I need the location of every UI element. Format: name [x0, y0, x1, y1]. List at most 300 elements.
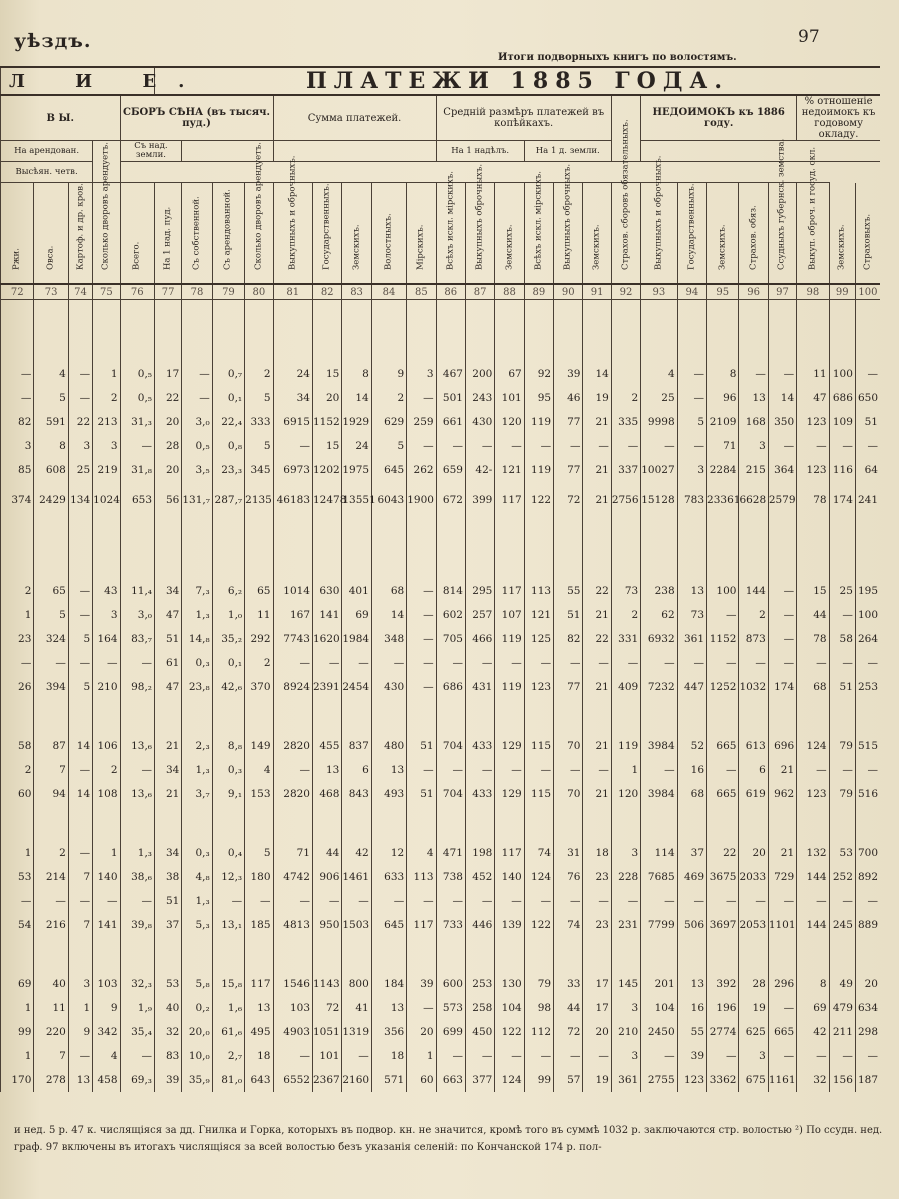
- table-cell: 119: [495, 675, 524, 699]
- table-cell: —: [524, 758, 553, 782]
- column-number: 78: [182, 284, 212, 300]
- table-cell: 469: [677, 865, 706, 889]
- column-number: 81: [273, 284, 313, 300]
- table-cell: 3: [611, 841, 640, 865]
- table-cell: 39: [407, 972, 436, 996]
- table-cell: 2391: [313, 675, 342, 699]
- table-cell: 19: [739, 996, 768, 1020]
- table-cell: [245, 517, 273, 579]
- table-cell: [611, 362, 640, 386]
- table-cell: 704: [436, 782, 465, 806]
- table-cell: 79: [829, 782, 855, 806]
- table-cell: 5: [34, 386, 68, 410]
- table-cell: —: [436, 1044, 465, 1068]
- table-cell: 5: [245, 386, 273, 410]
- table-cell: 446: [465, 913, 494, 937]
- table-cell: 18: [371, 1044, 406, 1068]
- table-cell: 108: [93, 782, 120, 806]
- table-cell: 13: [739, 386, 768, 410]
- table-cell: 53: [829, 841, 855, 865]
- table-cell: [342, 806, 371, 841]
- table-cell: 113: [524, 579, 553, 603]
- table-cell: 140: [93, 865, 120, 889]
- table-cell: 72: [554, 1020, 583, 1044]
- table-cell: [93, 699, 120, 734]
- table-cell: 645: [371, 913, 406, 937]
- table-cell: —: [1, 651, 34, 675]
- table-cell: 99: [524, 1068, 553, 1092]
- table-cell: 6043: [371, 482, 406, 517]
- payments-title: ПЛАТЕЖИ 1885 ГОДА.: [155, 67, 881, 95]
- table-cell: 14: [583, 362, 611, 386]
- table-cell: 0,₄: [212, 841, 244, 865]
- table-cell: 2774: [707, 1020, 739, 1044]
- table-cell: —: [407, 758, 436, 782]
- table-cell: —: [768, 1044, 796, 1068]
- table-cell: 5: [677, 410, 706, 434]
- table-cell: —: [342, 889, 371, 913]
- table-cell: 4,₈: [182, 865, 212, 889]
- col-head: Сколько дворовъ арендуетъ.: [93, 183, 120, 285]
- table-cell: [34, 806, 68, 841]
- table-cell: 3,₀: [182, 410, 212, 434]
- table-cell: 215: [739, 458, 768, 482]
- table-cell: [313, 806, 342, 841]
- table-cell: 73: [611, 579, 640, 603]
- table-cell: —: [583, 1044, 611, 1068]
- table-cell: 9,₁: [212, 782, 244, 806]
- table-row: [1, 758, 881, 782]
- table-cell: [273, 517, 313, 579]
- table-cell: 22,₄: [212, 410, 244, 434]
- table-cell: 71: [273, 841, 313, 865]
- table-cell: 814: [436, 579, 465, 603]
- table-cell: 144: [739, 579, 768, 603]
- table-cell: 3: [677, 458, 706, 482]
- table-cell: —: [342, 1044, 371, 1068]
- table-cell: 7: [34, 758, 68, 782]
- table-cell: [313, 300, 342, 363]
- table-cell: [707, 699, 739, 734]
- table-cell: 121: [524, 603, 553, 627]
- table-cell: —: [182, 362, 212, 386]
- table-cell: —: [677, 889, 706, 913]
- table-cell: 5,₃: [182, 913, 212, 937]
- table-cell: 51: [155, 627, 182, 651]
- table-cell: 69,₃: [120, 1068, 154, 1092]
- table-row: [1, 841, 881, 865]
- table-cell: 34: [155, 579, 182, 603]
- table-cell: 49: [829, 972, 855, 996]
- col-head: На 1 над. пуд.: [155, 183, 182, 285]
- table-cell: 7799: [641, 913, 677, 937]
- table-cell: 11: [245, 603, 273, 627]
- table-cell: 1319: [342, 1020, 371, 1044]
- table-cell: 337: [611, 458, 640, 482]
- table-cell: [829, 517, 855, 579]
- table-cell: [371, 699, 406, 734]
- table-cell: 51: [855, 410, 880, 434]
- table-cell: 115: [524, 734, 553, 758]
- table-cell: 613: [739, 734, 768, 758]
- table-cell: —: [829, 889, 855, 913]
- table-cell: —: [465, 758, 494, 782]
- table-cell: 21: [155, 782, 182, 806]
- table-cell: —: [313, 651, 342, 675]
- table-cell: 2284: [707, 458, 739, 482]
- table-cell: 20,₀: [182, 1020, 212, 1044]
- table-cell: 13551: [342, 482, 371, 517]
- table-cell: [407, 300, 436, 363]
- table-cell: —: [436, 889, 465, 913]
- table-cell: 83,₇: [120, 627, 154, 651]
- table-row: [1, 782, 881, 806]
- table-cell: 21: [583, 782, 611, 806]
- table-cell: 71: [707, 434, 739, 458]
- table-cell: 1152: [707, 627, 739, 651]
- table-cell: 100: [829, 362, 855, 386]
- table-cell: 124: [524, 865, 553, 889]
- table-cell: [120, 517, 154, 579]
- table-cell: 114: [641, 841, 677, 865]
- col-head: Земскихъ.: [495, 183, 524, 285]
- table-cell: 950: [313, 913, 342, 937]
- table-cell: [212, 517, 244, 579]
- table-cell: 47: [155, 603, 182, 627]
- table-cell: [93, 517, 120, 579]
- table-cell: 78: [797, 627, 829, 651]
- table-cell: —: [611, 651, 640, 675]
- table-cell: 167: [273, 603, 313, 627]
- table-cell: 3697: [707, 913, 739, 937]
- table-cell: [120, 806, 154, 841]
- table-cell: 2367: [313, 1068, 342, 1092]
- table-cell: 5,₈: [182, 972, 212, 996]
- table-cell: [641, 806, 677, 841]
- table-cell: 1984: [342, 627, 371, 651]
- table-cell: 2450: [641, 1020, 677, 1044]
- table-cell: —: [611, 434, 640, 458]
- table-cell: 324: [34, 627, 68, 651]
- table-cell: —: [313, 889, 342, 913]
- table-cell: 73: [677, 603, 706, 627]
- column-number: 82: [313, 284, 342, 300]
- table-cell: 409: [611, 675, 640, 699]
- table-cell: [739, 937, 768, 972]
- table-cell: 471: [436, 841, 465, 865]
- table-cell: 4: [407, 841, 436, 865]
- table-cell: 467: [436, 362, 465, 386]
- table-cell: 117: [495, 579, 524, 603]
- table-cell: 659: [436, 458, 465, 482]
- table-cell: [68, 806, 92, 841]
- table-cell: —: [1, 889, 34, 913]
- table-cell: 1: [1, 1044, 34, 1068]
- col-head: Всего.: [120, 183, 154, 285]
- table-cell: 7: [34, 1044, 68, 1068]
- sub-per-allot: На 1 надѣлъ.: [436, 141, 524, 162]
- table-cell: —: [707, 603, 739, 627]
- table-cell: 47: [155, 675, 182, 699]
- table-cell: 13: [677, 579, 706, 603]
- table-cell: 61,₆: [212, 1020, 244, 1044]
- table-cell: 345: [245, 458, 273, 482]
- table-cell: [1, 937, 34, 972]
- table-cell: 213: [93, 410, 120, 434]
- table-cell: 51: [407, 782, 436, 806]
- table-row: [1, 913, 881, 937]
- table-cell: 4903: [273, 1020, 313, 1044]
- table-cell: [524, 699, 553, 734]
- table-cell: [641, 699, 677, 734]
- column-number: 73: [34, 284, 68, 300]
- table-cell: 1: [611, 758, 640, 782]
- table-cell: 60: [1, 782, 34, 806]
- table-cell: 468: [313, 782, 342, 806]
- table-cell: 6: [342, 758, 371, 782]
- table-cell: 1,₃: [120, 841, 154, 865]
- table-cell: [212, 300, 244, 363]
- table-cell: 123: [677, 1068, 706, 1092]
- table-cell: —: [68, 651, 92, 675]
- table-cell: 431: [465, 675, 494, 699]
- table-cell: 479: [829, 996, 855, 1020]
- col-head: Овса.: [34, 183, 68, 285]
- table-cell: [1, 300, 34, 363]
- table-cell: 516: [855, 782, 880, 806]
- table-cell: 480: [371, 734, 406, 758]
- table-cell: —: [797, 434, 829, 458]
- table-cell: 13,₁: [212, 913, 244, 937]
- table-cell: 650: [855, 386, 880, 410]
- table-cell: [797, 300, 829, 363]
- table-cell: 262: [407, 458, 436, 482]
- table-cell: [436, 937, 465, 972]
- table-cell: 3984: [641, 782, 677, 806]
- table-cell: 6,₂: [212, 579, 244, 603]
- table-cell: [707, 300, 739, 363]
- column-number: 98: [797, 284, 829, 300]
- table-cell: 77: [554, 410, 583, 434]
- table-cell: [495, 937, 524, 972]
- table-cell: [182, 937, 212, 972]
- column-number: 97: [768, 284, 796, 300]
- table-cell: [436, 699, 465, 734]
- table-cell: 7232: [641, 675, 677, 699]
- table-cell: 962: [768, 782, 796, 806]
- table-cell: 4: [34, 362, 68, 386]
- table-row: [1, 889, 881, 913]
- table-cell: 4742: [273, 865, 313, 889]
- table-cell: 187: [855, 1068, 880, 1092]
- table-cell: 13: [245, 996, 273, 1020]
- table-cell: [407, 937, 436, 972]
- table-cell: 43: [93, 579, 120, 603]
- table-cell: [707, 517, 739, 579]
- table-cell: [524, 806, 553, 841]
- col-head: Земскихъ.: [583, 183, 611, 285]
- table-cell: 333: [245, 410, 273, 434]
- table-row: [1, 699, 881, 734]
- table-cell: 1: [68, 996, 92, 1020]
- table-cell: 103: [273, 996, 313, 1020]
- table-cell: 115: [524, 782, 553, 806]
- table-cell: 0,₈: [212, 434, 244, 458]
- table-cell: 13: [371, 758, 406, 782]
- table-cell: 3: [407, 362, 436, 386]
- column-number: 86: [436, 284, 465, 300]
- table-cell: [524, 517, 553, 579]
- table-cell: —: [342, 651, 371, 675]
- table-cell: 7685: [641, 865, 677, 889]
- table-cell: 58: [1, 734, 34, 758]
- table-cell: 39: [155, 1068, 182, 1092]
- table-cell: 124: [797, 734, 829, 758]
- table-cell: [273, 300, 313, 363]
- table-cell: [797, 937, 829, 972]
- table-row: [1, 734, 881, 758]
- table-cell: 0,₃: [182, 651, 212, 675]
- table-cell: 350: [768, 410, 796, 434]
- table-cell: 81,₀: [212, 1068, 244, 1092]
- table-cell: 16: [677, 758, 706, 782]
- column-number: 74: [68, 284, 92, 300]
- table-cell: 6628: [739, 482, 768, 517]
- table-cell: 20: [313, 386, 342, 410]
- table-cell: 149: [245, 734, 273, 758]
- table-cell: 52: [677, 734, 706, 758]
- column-number: 75: [93, 284, 120, 300]
- table-cell: 1929: [342, 410, 371, 434]
- col-head: Съ арендованной.: [212, 183, 244, 285]
- table-cell: [436, 806, 465, 841]
- table-cell: 401: [342, 579, 371, 603]
- table-cell: [495, 806, 524, 841]
- table-body: [1, 300, 881, 1093]
- table-cell: 6552: [273, 1068, 313, 1092]
- sub-per-land: На 1 д. земли.: [524, 141, 611, 162]
- table-cell: 174: [829, 482, 855, 517]
- table-row: [1, 651, 881, 675]
- table-cell: 8: [34, 434, 68, 458]
- table-cell: —: [829, 651, 855, 675]
- table-cell: 8924: [273, 675, 313, 699]
- table-cell: 14: [371, 603, 406, 627]
- table-cell: 20: [155, 458, 182, 482]
- table-cell: 3: [93, 603, 120, 627]
- table-cell: [68, 699, 92, 734]
- table-cell: —: [34, 889, 68, 913]
- table-cell: —: [641, 651, 677, 675]
- table-cell: —: [583, 758, 611, 782]
- table-cell: 18: [245, 1044, 273, 1068]
- table-cell: [342, 699, 371, 734]
- table-cell: 1546: [273, 972, 313, 996]
- table-cell: 125: [524, 627, 553, 651]
- table-row: [1, 579, 881, 603]
- table-cell: 46: [554, 386, 583, 410]
- column-number: 91: [583, 284, 611, 300]
- table-cell: 103: [93, 972, 120, 996]
- table-cell: 18: [583, 841, 611, 865]
- table-cell: 0,₃: [182, 841, 212, 865]
- table-cell: [313, 517, 342, 579]
- table-cell: [371, 517, 406, 579]
- table-cell: 0,₂: [182, 996, 212, 1020]
- table-cell: 495: [245, 1020, 273, 1044]
- table-cell: —: [465, 434, 494, 458]
- table-cell: —: [739, 651, 768, 675]
- table-cell: 0,₅: [120, 386, 154, 410]
- table-cell: —: [1, 362, 34, 386]
- table-cell: —: [120, 758, 154, 782]
- table-cell: 42,₆: [212, 675, 244, 699]
- table-cell: 62: [641, 603, 677, 627]
- table-cell: [554, 517, 583, 579]
- col-head: Волостныхъ.: [371, 183, 406, 285]
- table-cell: 28: [155, 434, 182, 458]
- table-cell: 370: [245, 675, 273, 699]
- statistics-table: [0, 66, 880, 1092]
- table-cell: 1143: [313, 972, 342, 996]
- table-cell: [273, 937, 313, 972]
- table-cell: 2579: [768, 482, 796, 517]
- sub-sown: Высѣян. четв.: [1, 162, 93, 183]
- table-cell: 259: [407, 410, 436, 434]
- table-cell: 15: [797, 579, 829, 603]
- table-cell: —: [371, 651, 406, 675]
- table-cell: 258: [465, 996, 494, 1020]
- table-cell: 219: [93, 458, 120, 482]
- table-cell: 665: [768, 1020, 796, 1044]
- table-cell: [524, 300, 553, 363]
- table-cell: 12,₃: [212, 865, 244, 889]
- table-cell: [342, 517, 371, 579]
- table-cell: 1024: [93, 482, 120, 517]
- table-cell: 69: [797, 996, 829, 1020]
- table-cell: 14: [768, 386, 796, 410]
- table-cell: 278: [34, 1068, 68, 1092]
- table-row: [1, 627, 881, 651]
- table-cell: 123: [524, 675, 553, 699]
- table-cell: 0,₃: [212, 758, 244, 782]
- table-cell: [342, 937, 371, 972]
- table-cell: 645: [371, 458, 406, 482]
- table-cell: 253: [465, 972, 494, 996]
- table-cell: 843: [342, 782, 371, 806]
- table-cell: 17: [155, 362, 182, 386]
- table-cell: —: [797, 889, 829, 913]
- table-cell: 132: [797, 841, 829, 865]
- table-cell: 39,₈: [120, 913, 154, 937]
- table-cell: 196: [707, 996, 739, 1020]
- table-cell: —: [436, 434, 465, 458]
- table-cell: 25: [68, 458, 92, 482]
- table-cell: 0,₇: [212, 362, 244, 386]
- group-percent: % отношеніе недоимокъ къ годовому окладу.: [797, 95, 880, 141]
- table-cell: 6915: [273, 410, 313, 434]
- table-cell: 31,₈: [120, 458, 154, 482]
- table-cell: 55: [677, 1020, 706, 1044]
- table-cell: 23: [1, 627, 34, 651]
- table-cell: 44: [554, 996, 583, 1020]
- table-cell: 39: [677, 1044, 706, 1068]
- table-row: [1, 1068, 881, 1092]
- table-cell: 214: [34, 865, 68, 889]
- table-cell: 2755: [641, 1068, 677, 1092]
- table-cell: —: [120, 434, 154, 458]
- table-cell: —: [583, 651, 611, 675]
